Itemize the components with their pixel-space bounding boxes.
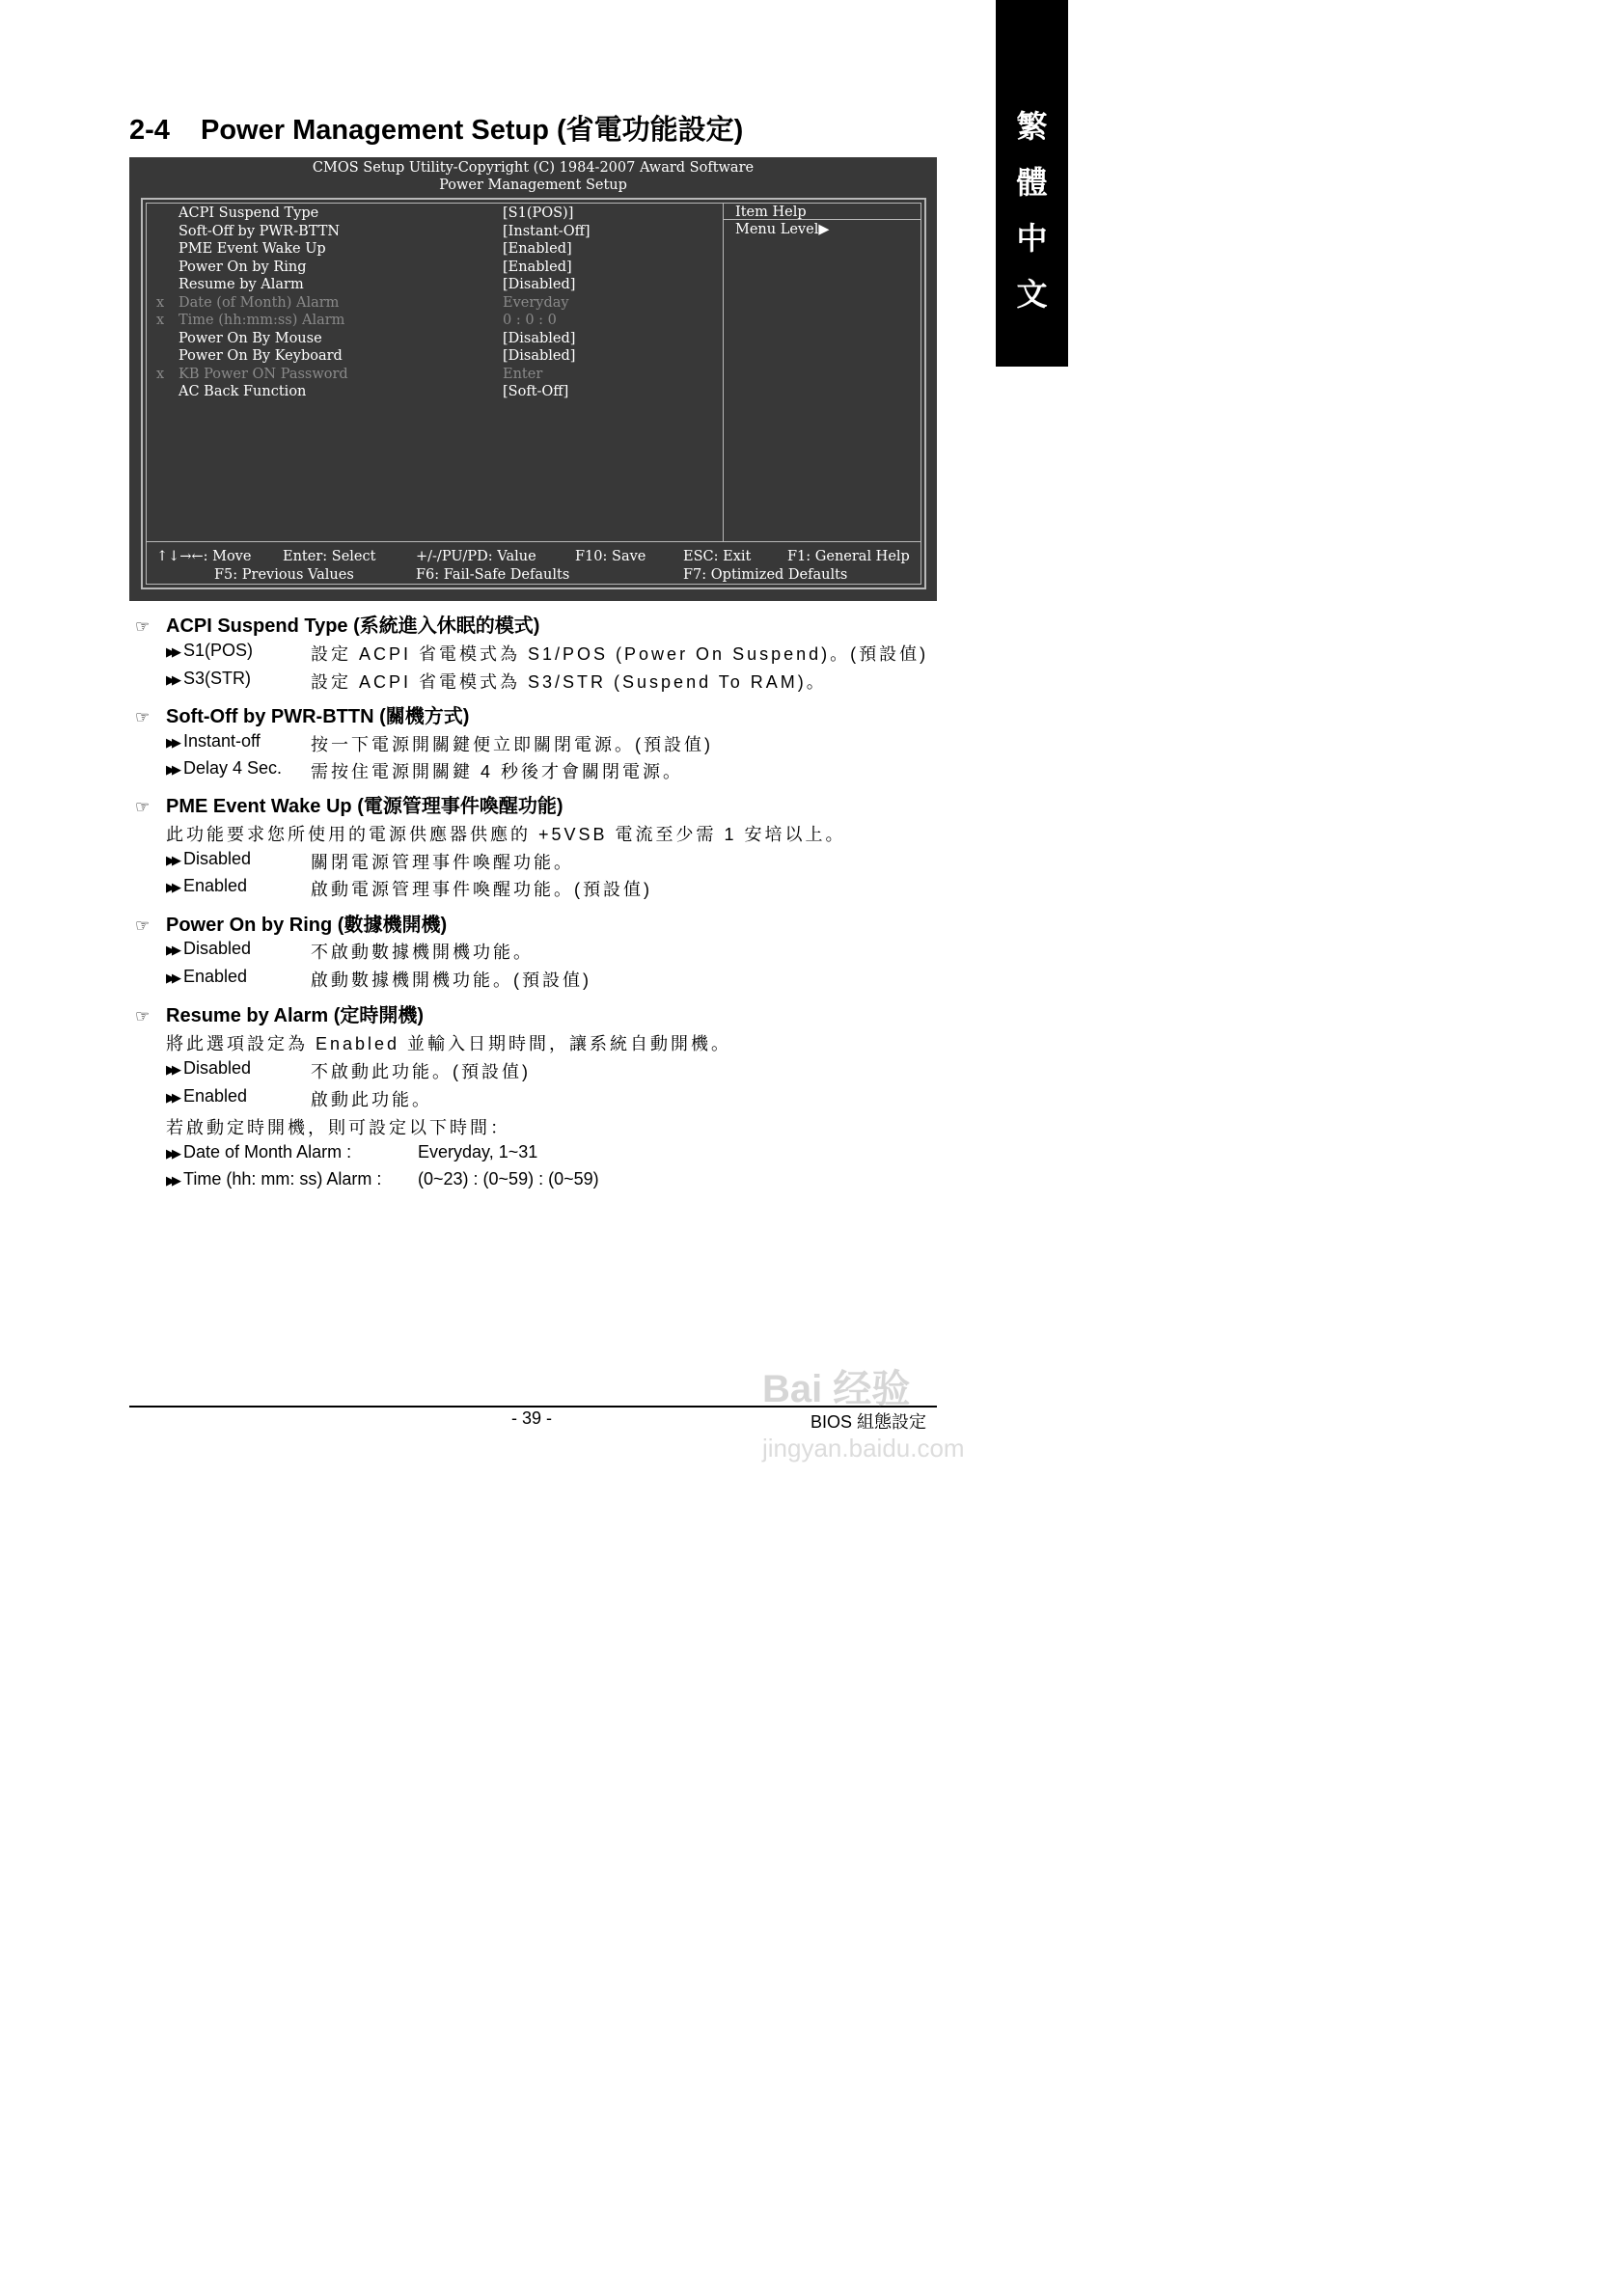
key-save: F10: Save — [575, 549, 646, 564]
key-fail-safe: F6: Fail-Safe Defaults — [416, 567, 570, 583]
heading-text: Resume by Alarm (定時開機) — [166, 1005, 425, 1026]
option-key-text: Enabled — [183, 1086, 248, 1106]
double-arrow-icon: ▶▶ — [166, 943, 178, 957]
side-tab-char-2: 體 — [1016, 164, 1048, 201]
key-value: +/-/PU/PD: Value — [416, 549, 536, 564]
option-key — [166, 967, 247, 987]
heading-acpi-suspend — [135, 610, 539, 638]
option-desc: 啟動電源管理事件喚醒功能。(預設值) — [311, 880, 652, 899]
pointing-hand-icon: ☞ — [135, 617, 151, 636]
option-key-text: Enabled — [183, 876, 248, 895]
option-desc: 啟動數據機開機功能。(預設值) — [311, 970, 591, 990]
option-desc: 需按住電源開關鍵 4 秒後才會關閉電源。 — [311, 762, 684, 781]
heading-text: Power On by Ring (數據機開機) — [166, 915, 448, 936]
double-arrow-icon: ▶▶ — [166, 970, 178, 985]
key-optimized: F7: Optimized Defaults — [683, 567, 848, 583]
bios-screenshot — [129, 157, 937, 601]
row-label: KB Power ON Password — [179, 366, 348, 382]
key-previous-values: F5: Previous Values — [214, 567, 354, 583]
double-arrow-icon: ▶▶ — [166, 853, 178, 867]
row-value: [Enabled] — [503, 259, 572, 275]
double-arrow-icon: ▶▶ — [166, 1090, 178, 1105]
option-key — [166, 669, 251, 689]
row-value: [Instant-Off] — [503, 223, 591, 239]
double-arrow-icon: ▶▶ — [166, 672, 178, 687]
range-value: (0~23) : (0~59) : (0~59) — [418, 1169, 599, 1189]
heading-pme-wake — [135, 790, 563, 818]
side-tab-char-4: 文 — [1016, 276, 1048, 313]
section-description-2: 若啟動定時開機，則可設定以下時間： — [166, 1118, 510, 1137]
row-mark: x — [156, 294, 165, 311]
option-key — [166, 758, 282, 779]
option-key — [166, 1058, 251, 1079]
option-desc: 不啟動數據機開機功能。 — [311, 943, 534, 962]
page-number: - 39 - — [511, 1408, 553, 1428]
heading-soft-off — [135, 700, 469, 728]
row-value: [S1(POS)] — [503, 205, 574, 221]
bios-frame — [141, 198, 926, 589]
key-move: ↑↓→←: Move — [156, 549, 252, 564]
item-help-title: Item Help — [735, 205, 807, 220]
section-title-text: Power Management Setup (省電功能設定) — [201, 115, 744, 146]
range-key-text: Time (hh: mm: ss) Alarm : — [183, 1169, 382, 1189]
pointing-hand-icon: ☞ — [135, 708, 151, 726]
double-arrow-icon: ▶▶ — [166, 735, 178, 750]
section-number: 2-4 — [129, 115, 170, 146]
double-arrow-icon: ▶▶ — [166, 1062, 178, 1077]
pointing-hand-icon: ☞ — [135, 1007, 151, 1025]
row-label: ACPI Suspend Type — [179, 205, 319, 221]
option-key — [166, 876, 247, 896]
option-key — [166, 849, 251, 869]
row-value: [Enabled] — [503, 241, 572, 257]
option-key-text: S1(POS) — [183, 641, 254, 660]
option-key — [166, 939, 251, 959]
row-value: Everyday — [503, 294, 569, 311]
row-label: AC Back Function — [179, 384, 307, 399]
side-tab-char-1: 繁 — [1016, 108, 1048, 145]
option-desc: 不啟動此功能。(預設值) — [311, 1062, 531, 1081]
bios-header-copyright: CMOS Setup Utility-Copyright (C) 1984-2007 Award Software — [312, 160, 755, 176]
pointing-hand-icon: ☞ — [135, 798, 151, 816]
row-label: PME Event Wake Up — [179, 241, 326, 257]
row-value: [Soft-Off] — [503, 384, 569, 399]
option-key — [166, 1086, 247, 1107]
baidu-watermark-url: jingyan.baidu.com — [762, 1434, 965, 1462]
menu-level-text: Menu Level▶ — [735, 222, 830, 237]
baidu-watermark: Bai 经验 — [762, 1368, 911, 1410]
option-desc: 關閉電源管理事件喚醒功能。 — [311, 853, 574, 872]
row-value: Enter — [503, 366, 543, 382]
row-value: [Disabled] — [503, 330, 576, 346]
key-general-help: F1: General Help — [787, 549, 910, 564]
option-key — [166, 641, 253, 661]
footer-chapter: BIOS 組態設定 — [810, 1412, 927, 1432]
row-label: Power On by Ring — [179, 259, 307, 275]
section-description: 此功能要求您所使用的電源供應器供應的 +5VSB 電流至少需 1 安培以上。 — [166, 825, 846, 844]
heading-resume-alarm — [135, 999, 424, 1027]
heading-text: Soft-Off by PWR-BTTN (關機方式) — [166, 706, 470, 727]
option-desc: 設定 ACPI 省電模式為 S3/STR (Suspend To RAM)。 — [311, 672, 827, 692]
row-label: Soft-Off by PWR-BTTN — [179, 223, 341, 239]
heading-power-on-ring — [135, 909, 447, 937]
row-label: Date (of Month) Alarm — [179, 294, 340, 311]
language-side-tab — [996, 0, 1068, 367]
double-arrow-icon: ▶▶ — [166, 644, 178, 659]
key-exit: ESC: Exit — [683, 549, 752, 564]
key-select: Enter: Select — [283, 549, 376, 564]
help-column-divider — [723, 204, 724, 541]
row-label: Time (hh:mm:ss) Alarm — [179, 313, 345, 328]
option-key-text: Enabled — [183, 967, 248, 986]
row-label: Power On By Mouse — [179, 330, 322, 346]
option-key-text: S3(STR) — [183, 669, 252, 688]
option-key-text: Disabled — [183, 849, 252, 868]
heading-text: PME Event Wake Up (電源管理事件喚醒功能) — [166, 796, 563, 817]
option-desc: 啟動此功能。 — [311, 1090, 432, 1109]
option-desc: 按一下電源開關鍵便立即關閉電源。(預設值) — [311, 735, 713, 754]
section-description: 將此選項設定為 Enabled 並輸入日期時間，讓系統自動開機。 — [166, 1034, 732, 1053]
bios-header — [129, 157, 937, 194]
double-arrow-icon: ▶▶ — [166, 880, 178, 894]
row-mark: x — [156, 366, 165, 382]
key-legend-divider — [147, 541, 920, 542]
option-key-text: Disabled — [183, 1058, 252, 1078]
side-tab-char-3: 中 — [1016, 220, 1048, 257]
row-value: [Disabled] — [503, 277, 576, 292]
option-desc: 設定 ACPI 省電模式為 S1/POS (Power On Suspend)。(預設值) — [311, 644, 929, 664]
row-label: Power On By Keyboard — [179, 348, 343, 364]
row-label: Resume by Alarm — [179, 277, 304, 292]
bios-inner-frame — [146, 203, 921, 585]
heading-text: ACPI Suspend Type (系統進入休眠的模式) — [166, 615, 540, 637]
option-key-text: Disabled — [183, 939, 252, 958]
option-key — [166, 731, 261, 752]
row-value: 0 : 0 : 0 — [503, 313, 557, 328]
double-arrow-icon: ▶▶ — [166, 762, 178, 777]
option-key-text: Instant-off — [183, 731, 261, 751]
row-value: [Disabled] — [503, 348, 576, 364]
range-key-text: Date of Month Alarm : — [183, 1142, 352, 1162]
double-arrow-icon: ▶▶ — [166, 1146, 178, 1161]
pointing-hand-icon: ☞ — [135, 916, 151, 935]
page-title — [129, 108, 743, 148]
option-key-text: Delay 4 Sec. — [183, 758, 283, 778]
range-key — [166, 1169, 381, 1189]
range-key — [166, 1142, 351, 1162]
range-value: Everyday, 1~31 — [418, 1142, 538, 1162]
row-mark: x — [156, 313, 165, 328]
double-arrow-icon: ▶▶ — [166, 1173, 178, 1188]
bios-header-menu-name: Power Management Setup — [439, 178, 627, 193]
